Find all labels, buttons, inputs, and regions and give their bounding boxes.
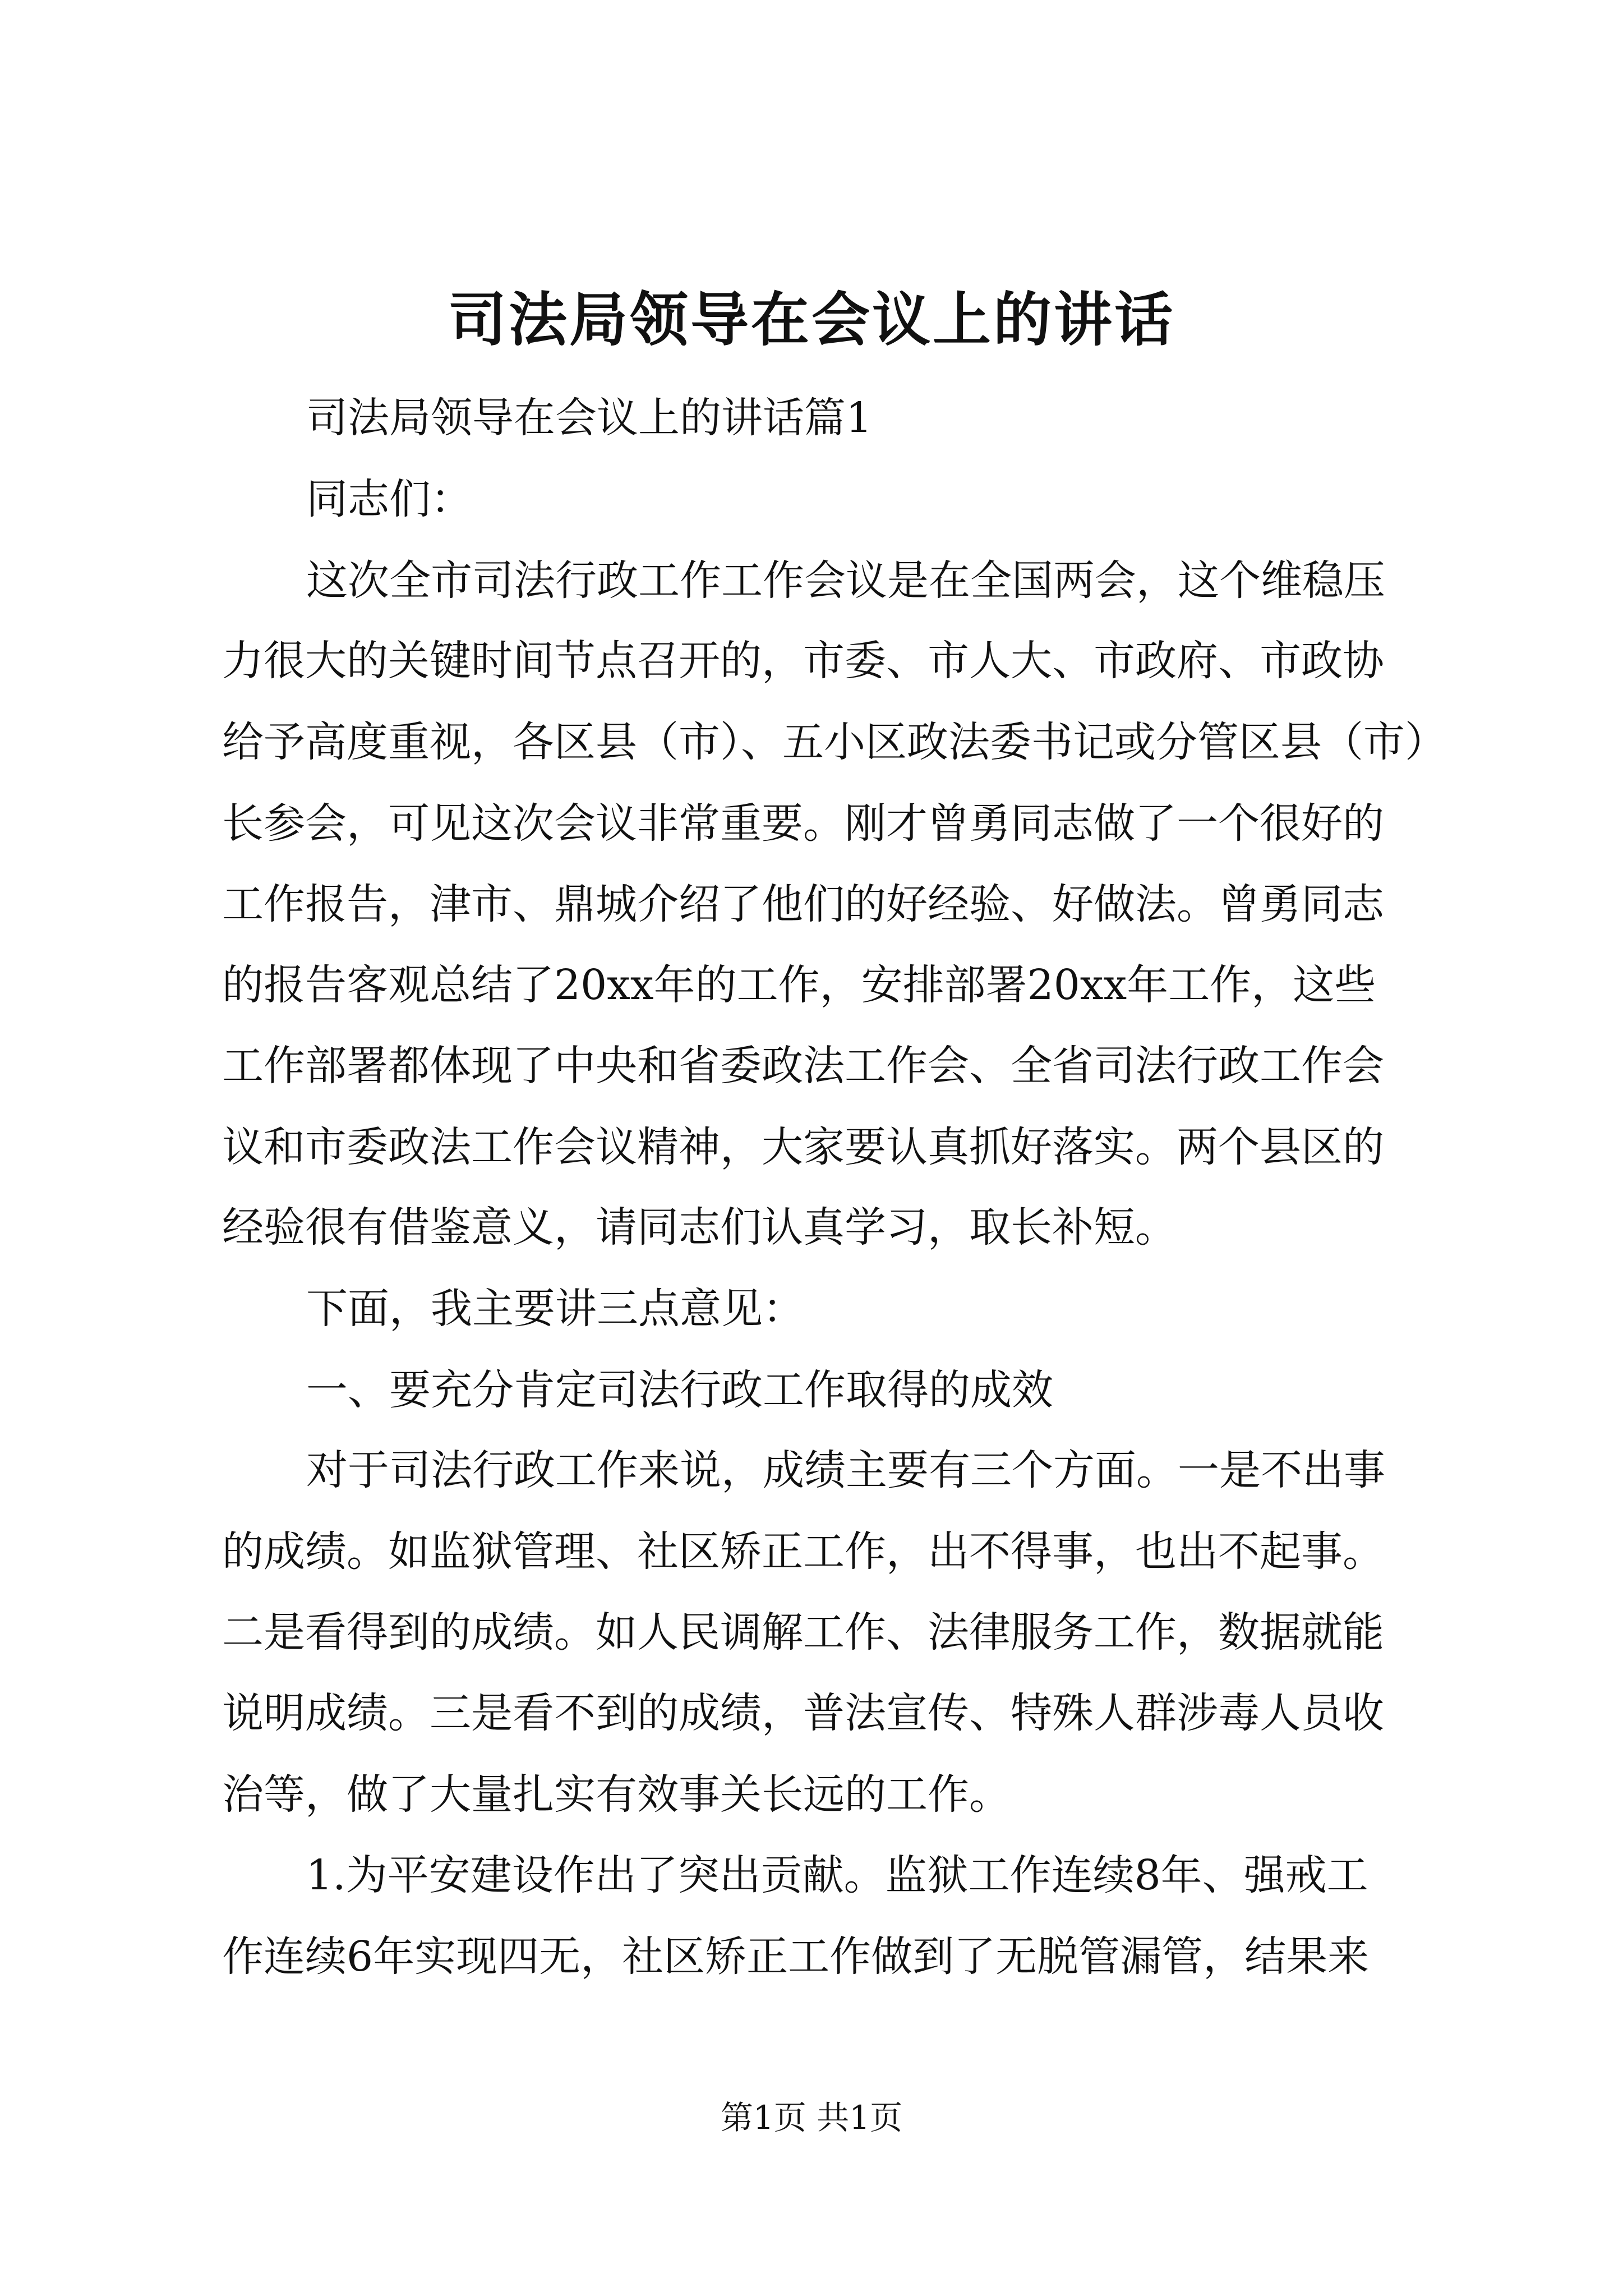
greeting: 同志们：: [306, 475, 472, 523]
paragraph-line: 议和市委政法工作会议精神，大家要认真抓好落实。两个县区的: [222, 1123, 1384, 1171]
paragraph-line: 的成绩。如监狱管理、社区矫正工作，出不得事，也出不起事。: [222, 1527, 1384, 1576]
document-title: 司法局领导在会议上的讲话: [448, 285, 1175, 354]
paragraph-line: 长参会，可见这次会议非常重要。刚才曾勇同志做了一个很好的: [222, 799, 1384, 848]
paragraph-line: 经验很有借鉴意义，请同志们认真学习，取长补短。: [222, 1203, 1177, 1251]
paragraph-line: 治等，做了大量扎实有效事关长远的工作。: [222, 1770, 1011, 1819]
page-footer: 第1页 共1页: [720, 2099, 903, 2137]
paragraph-line: 力很大的关键时间节点召开的，市委、市人大、市政府、市政协: [222, 637, 1384, 685]
paragraph-line: 下面，我主要讲三点意见：: [306, 1285, 804, 1333]
paragraph-line: 这次全市司法行政工作工作会议是在全国两会，这个维稳压: [306, 556, 1385, 605]
paragraph-line: 工作部署都体现了中央和省委政法工作会、全省司法行政工作会: [222, 1042, 1384, 1090]
paragraph-line: 的报告客观总结了20xx年的工作，安排部署20xx年工作，这些: [222, 961, 1376, 1009]
paragraph-line: 对于司法行政工作来说，成绩主要有三个方面。一是不出事: [306, 1446, 1385, 1494]
paragraph-line: 给予高度重视，各区县（市）、五小区政法委书记或分管区县（市）: [222, 718, 1446, 766]
paragraph-line: 工作报告，津市、鼎城介绍了他们的好经验、好做法。曾勇同志: [222, 880, 1384, 928]
paragraph-line: 1.为平安建设作出了突出贡献。监狱工作连续8年、强戒工: [306, 1851, 1368, 1899]
section-heading: 一、要充分肯定司法行政工作取得的成效: [306, 1366, 1053, 1414]
document-subtitle: 司法局领导在会议上的讲话篇1: [306, 394, 873, 442]
paragraph-line: 说明成绩。三是看不到的成绩，普法宣传、特殊人群涉毒人员收: [222, 1689, 1384, 1737]
paragraph-line: 作连续6年实现四无，社区矫正工作做到了无脱管漏管，结果来: [222, 1932, 1370, 1981]
paragraph-line: 二是看得到的成绩。如人民调解工作、法律服务工作，数据就能: [222, 1608, 1384, 1657]
